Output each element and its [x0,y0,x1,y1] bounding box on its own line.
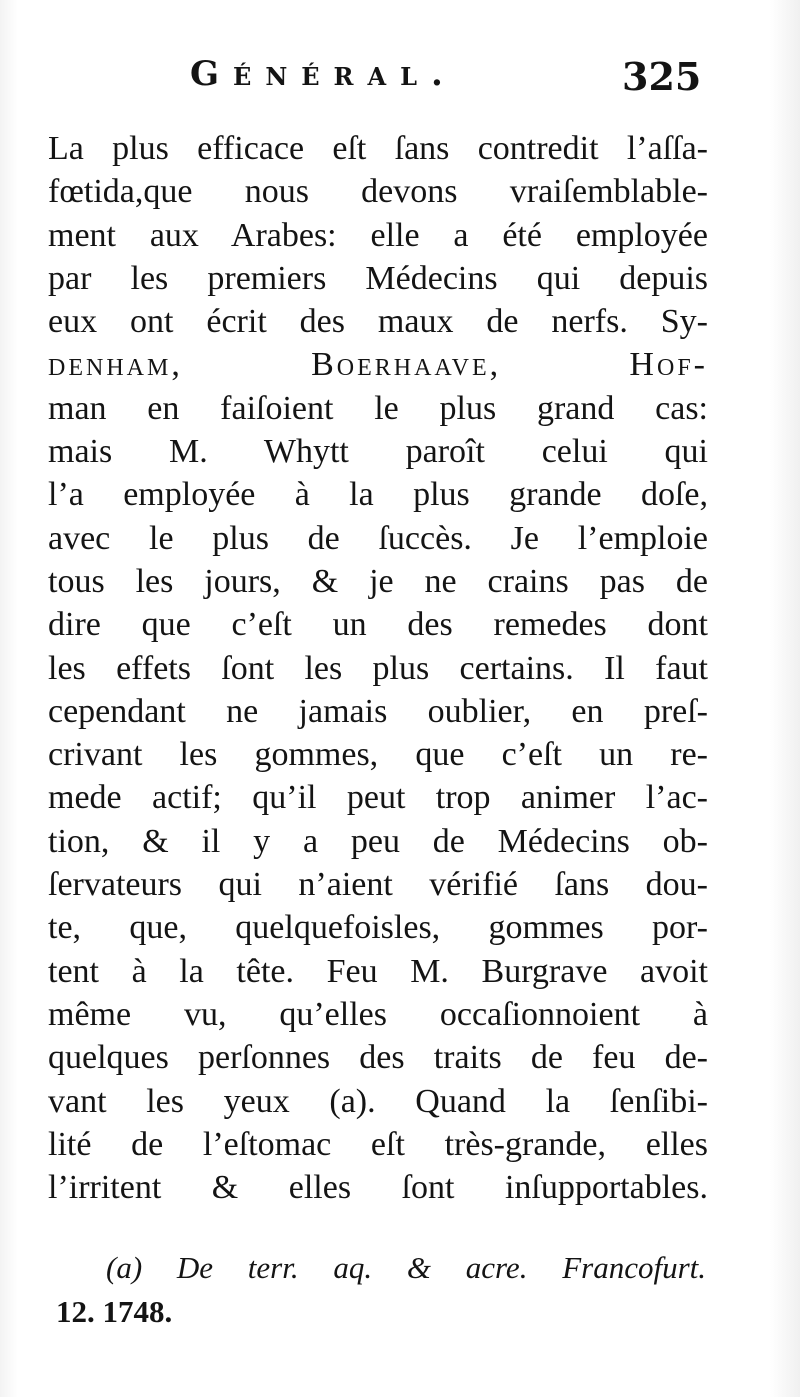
text-line: par les premiers Médecins qui depuis [48,259,708,297]
text-line: même vu, qu’elles occaſionnoient à [48,995,708,1033]
text-line: les effets ſont les plus certains. Il faut [48,649,708,687]
footnote-line: (a) De terr. aq. & acre. Francofurt. [106,1250,706,1285]
text-line: denham, Boerhaave, Hof- [48,346,708,384]
text-line: eux ont écrit des maux de nerfs. Sy- [48,303,708,341]
text-line: La plus efficace eſt ſans contredit l’aſſa- [48,130,708,167]
footnote [56,1246,706,1334]
text-line: cependant ne jamais oublier, en preſ- [48,692,708,730]
text-line: lité de l’eſtomac eſt très-grande, elles [48,1125,708,1163]
text-line: fœtida,que nous devons vraiſemblable- [48,173,708,211]
text-line: ment aux Arabes: elle a été employée [48,216,708,254]
text-line: dire que c’eſt un des remedes dont [48,606,708,644]
running-head: Général. [190,54,457,94]
text-line: crivant les gommes, que c’eſt un re- [48,736,708,774]
text-line: tous les jours, & je ne crains pas de [48,562,708,600]
text-line: l’a employée à la plus grande doſe, [48,476,708,514]
text-line: avec le plus de ſuccès. Je l’emploie [48,519,708,557]
text-line: tion, & il y a peu de Médecins ob- [48,822,708,860]
text-line: l’irritent & elles ſont inſupportables. [48,1169,708,1207]
text-line: tent à la tête. Feu M. Burgrave avoit [48,952,708,990]
text-line: mais M. Whytt paroît celui qui [48,433,708,471]
page-header [0,48,800,108]
text-line: vant les yeux (a). Quand la ſenſibi- [48,1082,708,1120]
text-line: te, que, quelquefoisles, gommes por- [48,909,708,947]
text-line: quelques perſonnes des traits de feu de- [48,1039,708,1077]
body-text [48,127,708,1209]
page-number: 325 [622,54,702,99]
text-line: mede actif; qu’il peut trop animer l’ac- [48,779,708,817]
footnote-line: 12. 1748. [56,1294,173,1329]
text-line: man en faiſoient le plus grand cas: [48,389,708,427]
text-line: ſervateurs qui n’aient vérifié ſans dou- [48,866,708,904]
